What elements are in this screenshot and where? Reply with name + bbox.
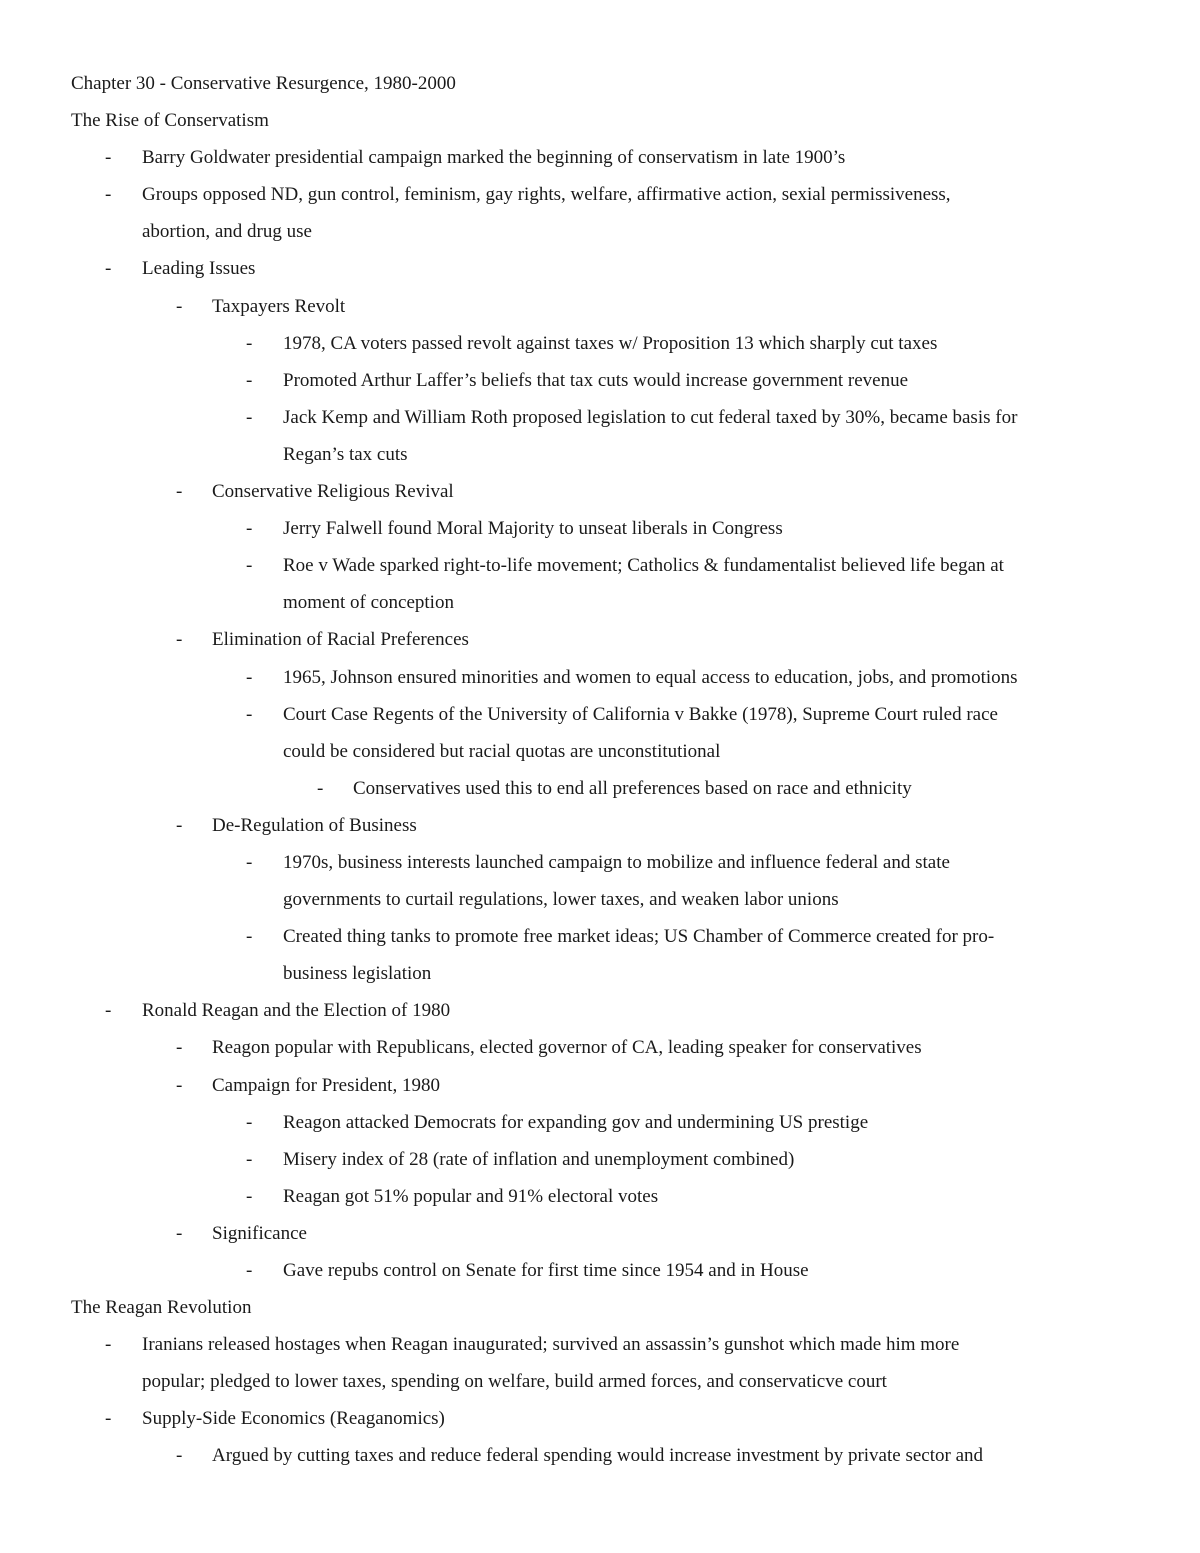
line-text: Gave repubs control on Senate for first time since 1954 and in House <box>283 1260 809 1281</box>
line-text: Reagon attacked Democrats for expanding gov and undermining US prestige <box>283 1111 869 1133</box>
bullet-dash: - <box>246 406 253 428</box>
bullet-item <box>0 255 1200 292</box>
bullet-item <box>0 664 1200 701</box>
bullet-dash: - <box>176 295 183 317</box>
bullet-item <box>0 1220 1200 1257</box>
bullet-dash: - <box>246 703 253 725</box>
bullet-item <box>0 701 1200 738</box>
bullet-item <box>0 626 1200 663</box>
bullet-item <box>0 1405 1200 1442</box>
section-heading <box>0 107 1200 144</box>
bullet-continuation <box>0 886 1200 923</box>
bullet-item <box>0 1442 1200 1479</box>
line-text: governments to curtail regulations, lower taxes, and weaken labor unions <box>283 889 839 911</box>
bullet-item <box>0 552 1200 589</box>
bullet-dash: - <box>176 1445 183 1467</box>
bullet-dash: - <box>176 629 183 651</box>
bullet-dash: - <box>246 1111 253 1133</box>
bullet-item <box>0 515 1200 552</box>
line-text: The Reagan Revolution <box>71 1297 252 1319</box>
bullet-dash: - <box>246 1260 253 1281</box>
bullet-dash: - <box>105 147 112 169</box>
bullet-dash: - <box>176 481 183 503</box>
line-text: Ronald Reagan and the Election of 1980 <box>142 1000 451 1022</box>
line-text: Roe v Wade sparked right-to-life movement; Catholics & fundamentalist believed life began at <box>283 555 1004 577</box>
bullet-item <box>0 1183 1200 1220</box>
line-text: Regan’s tax cuts <box>283 443 408 465</box>
bullet-item <box>0 1257 1200 1294</box>
line-text: Created thing tanks to promote free market ideas; US Chamber of Commerce created for pro- <box>283 926 995 948</box>
bullet-item <box>0 1146 1200 1183</box>
bullet-continuation <box>0 1368 1200 1405</box>
bullet-item <box>0 812 1200 849</box>
line-text: Court Case Regents of the University of California v Bakke (1978), Supreme Court ruled race <box>283 703 998 725</box>
bullet-item <box>0 367 1200 404</box>
line-text: Jack Kemp and William Roth proposed legislation to cut federal taxed by 30%, became basis for <box>283 406 1018 428</box>
bullet-item <box>0 1072 1200 1109</box>
bullet-item <box>0 404 1200 441</box>
bullet-dash: - <box>317 777 324 799</box>
line-text: 1970s, business interests launched campaign to mobilize and influence federal and state <box>283 851 950 873</box>
bullet-dash: - <box>246 926 253 948</box>
bullet-continuation <box>0 441 1200 478</box>
line-text: Leading Issues <box>142 258 256 280</box>
bullet-dash: - <box>176 814 183 836</box>
line-text: Groups opposed ND, gun control, feminism, gay rights, welfare, affirmative action, sexial permissiveness, <box>142 184 951 206</box>
section-heading <box>0 70 1200 107</box>
line-text: 1965, Johnson ensured minorities and women to equal access to education, jobs, and promotions <box>283 666 1018 688</box>
bullet-dash: - <box>105 1408 112 1430</box>
bullet-continuation <box>0 738 1200 775</box>
line-text: abortion, and drug use <box>142 221 312 243</box>
document-page <box>0 70 1200 1480</box>
line-text: Iranians released hostages when Reagan inaugurated; survived an assassin’s gunshot which made him more <box>142 1334 960 1356</box>
bullet-item <box>0 1109 1200 1146</box>
bullet-item <box>0 849 1200 886</box>
bullet-dash: - <box>246 666 253 688</box>
bullet-dash: - <box>105 1334 112 1356</box>
line-text: Reagon popular with Republicans, elected governor of CA, leading speaker for conservatives <box>212 1037 922 1059</box>
bullet-continuation <box>0 960 1200 997</box>
line-text: Barry Goldwater presidential campaign marked the beginning of conservatism in late 1900’s <box>142 147 846 169</box>
bullet-dash: - <box>105 184 112 206</box>
bullet-dash: - <box>176 1222 183 1244</box>
bullet-item <box>0 923 1200 960</box>
line-text: Taxpayers Revolt <box>212 295 346 317</box>
bullet-dash: - <box>246 369 253 391</box>
line-text: Promoted Arthur Laffer’s beliefs that tax cuts would increase government revenue <box>283 369 909 391</box>
line-text: Chapter 30 - Conservative Resurgence, 1980-2000 <box>71 73 456 94</box>
line-text: Supply-Side Economics (Reaganomics) <box>142 1408 445 1430</box>
line-text: Campaign for President, 1980 <box>212 1074 440 1096</box>
bullet-item <box>0 330 1200 367</box>
bullet-item <box>0 181 1200 218</box>
line-text: Elimination of Racial Preferences <box>212 629 469 651</box>
line-text: moment of conception <box>283 592 454 614</box>
line-text: Misery index of 28 (rate of inflation and unemployment combined) <box>283 1148 795 1170</box>
line-text: De-Regulation of Business <box>212 814 417 836</box>
line-text: could be considered but racial quotas are unconstitutional <box>283 740 721 762</box>
bullet-dash: - <box>246 332 253 354</box>
line-text: Argued by cutting taxes and reduce federal spending would increase investment by private sector and <box>212 1445 984 1467</box>
bullet-continuation <box>0 218 1200 255</box>
bullet-dash: - <box>176 1074 183 1096</box>
line-text: Conservatives used this to end all preferences based on race and ethnicity <box>353 777 912 799</box>
bullet-dash: - <box>105 258 112 280</box>
bullet-item <box>0 478 1200 515</box>
bullet-item <box>0 775 1200 812</box>
section-heading <box>0 1294 1200 1331</box>
line-text: The Rise of Conservatism <box>71 110 269 132</box>
bullet-item <box>0 1034 1200 1071</box>
bullet-item <box>0 144 1200 181</box>
bullet-dash: - <box>246 555 253 577</box>
bullet-dash: - <box>105 1000 112 1022</box>
bullet-continuation <box>0 589 1200 626</box>
bullet-dash: - <box>246 1148 253 1170</box>
line-text: 1978, CA voters passed revolt against taxes w/ Proposition 13 which sharply cut taxes <box>283 332 938 354</box>
bullet-item <box>0 293 1200 330</box>
bullet-dash: - <box>246 851 253 873</box>
bullet-item <box>0 997 1200 1034</box>
bullet-dash: - <box>176 1037 183 1059</box>
bullet-dash: - <box>246 1185 253 1207</box>
line-text: Significance <box>212 1222 307 1244</box>
line-text: business legislation <box>283 963 432 985</box>
bullet-item <box>0 1331 1200 1368</box>
line-text: popular; pledged to lower taxes, spending on welfare, build armed forces, and conservaticve court <box>142 1371 887 1393</box>
line-text: Reagan got 51% popular and 91% electoral votes <box>283 1185 659 1207</box>
line-text: Jerry Falwell found Moral Majority to unseat liberals in Congress <box>283 518 783 540</box>
line-text: Conservative Religious Revival <box>212 481 454 503</box>
bullet-dash: - <box>246 518 253 540</box>
